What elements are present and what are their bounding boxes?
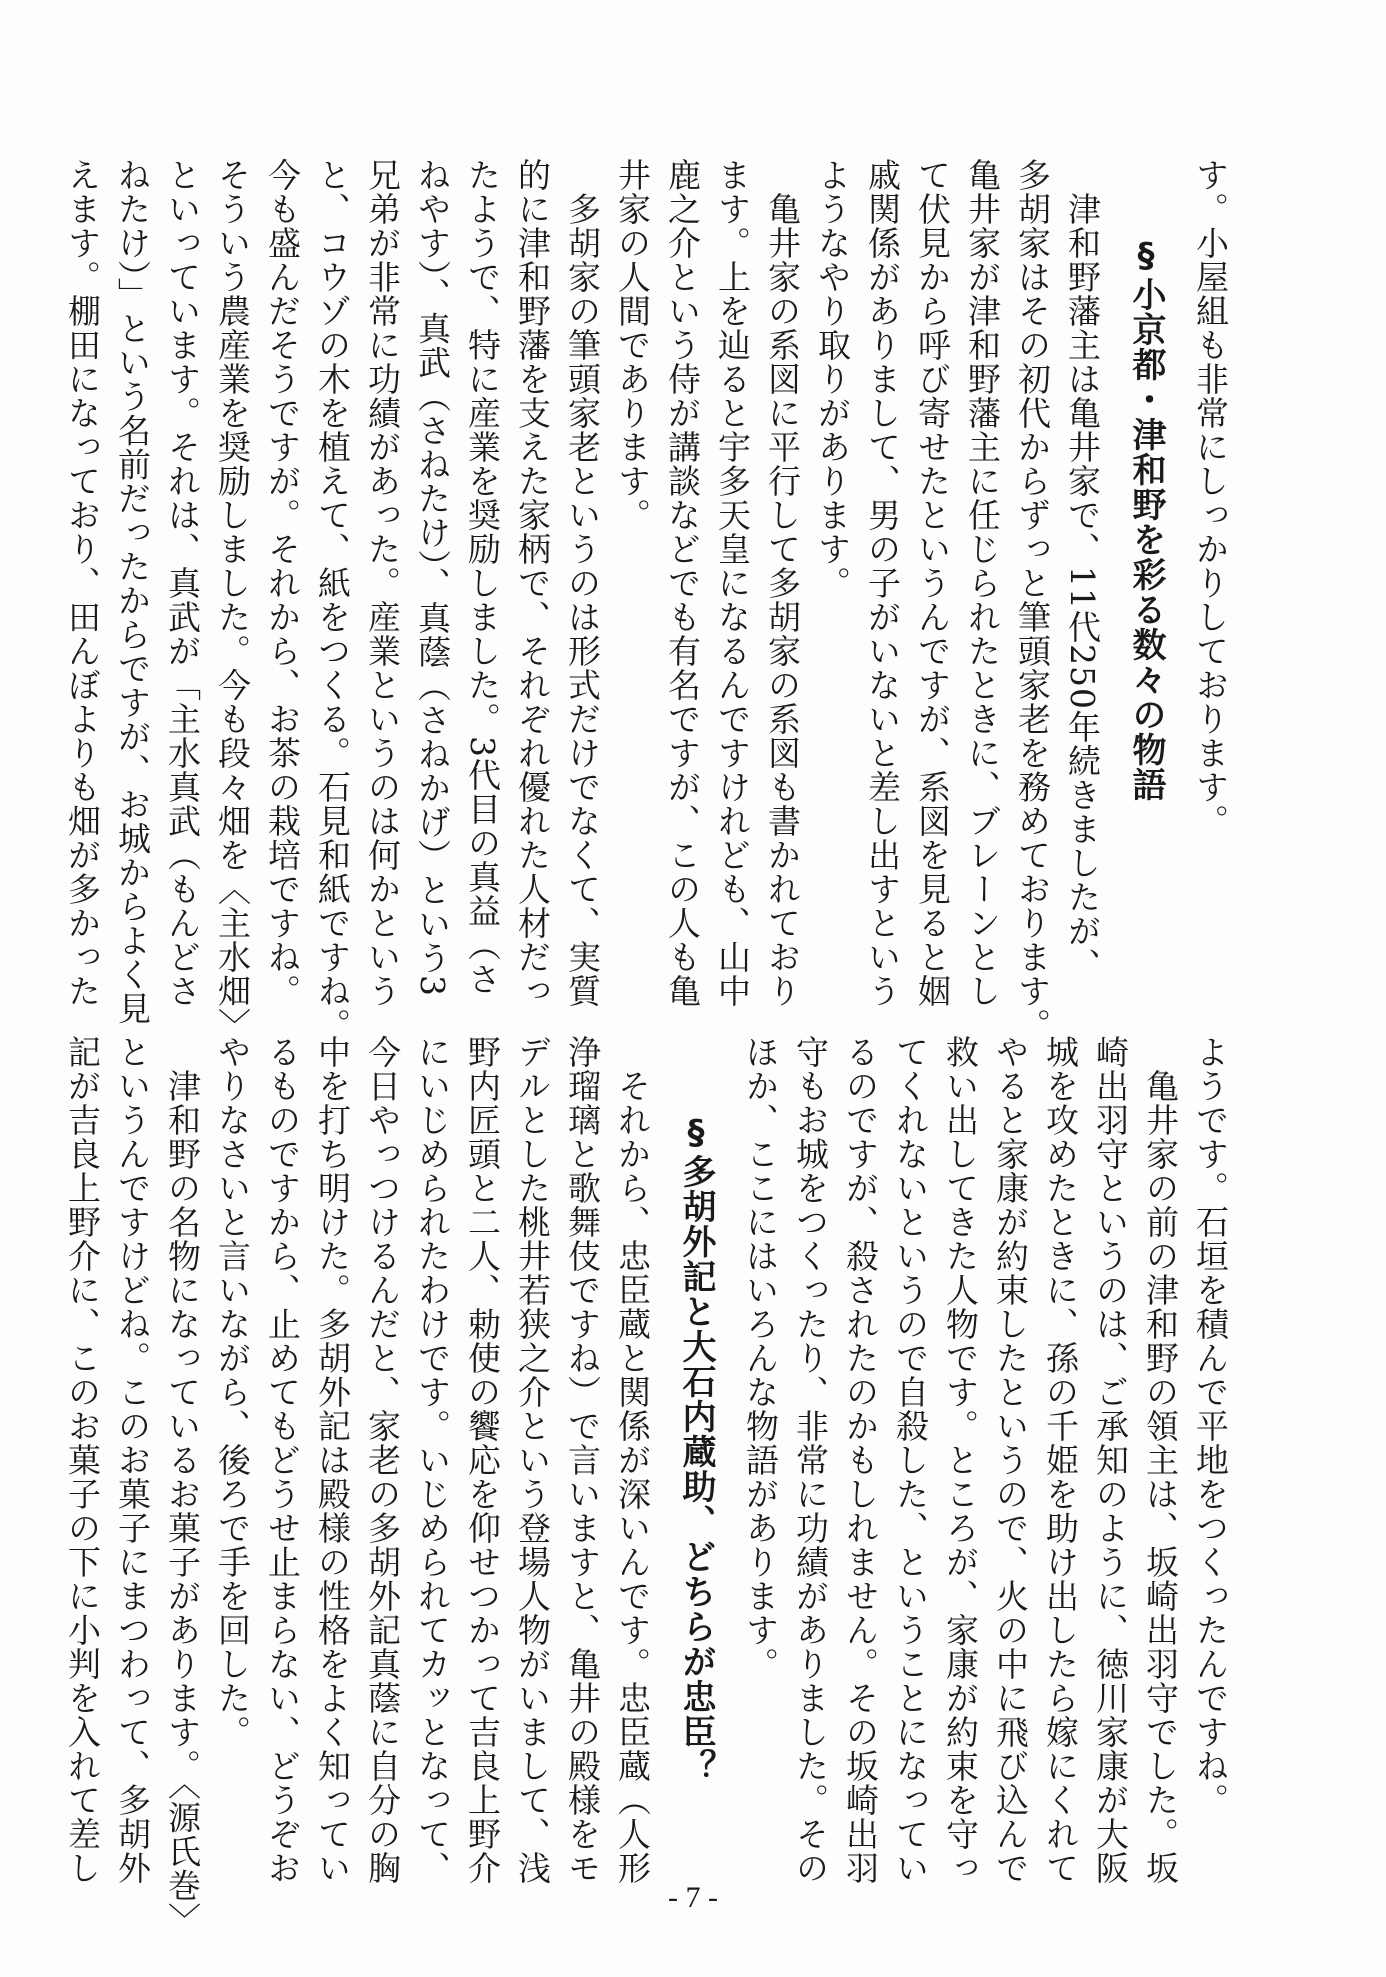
text-column: といっています。それは、真武が「主水真武（もんどさ — [163, 158, 202, 1008]
text-column: 鹿之介という侍が講談などでも有名ですが、この人も亀 — [663, 158, 702, 1008]
text-column: 今日やっつけるんだと、家老の多胡外記真蔭に自分の胸 — [363, 1035, 402, 1885]
text-column: と、コウゾの木を植えて、紙をつくる。石見和紙ですね。 — [313, 158, 352, 1042]
text-column: やりなさいと言いながら、後ろで手を回した。 — [213, 1035, 252, 1749]
text-column: 中を打ち明けた。多胡外記は殿様の性格をよく知ってい — [313, 1035, 352, 1885]
upper-text-block — [63, 158, 1235, 1042]
text-column: るのですが、殺されたのかもしれません。その坂崎出羽 — [841, 1035, 880, 1885]
text-column: たようで、特に産業を奨励しました。3代目の真益（さ — [463, 158, 502, 996]
section-heading: §小京都・津和野を彩る数々の物語 — [1126, 236, 1166, 802]
text-column: ようです。石垣を積んで平地をつくったんですね。 — [1191, 1035, 1230, 1817]
text-column: 浄瑠璃と歌舞伎ですね）で言いますと、亀井の殿様をモ — [563, 1035, 602, 1885]
page-number: - 7 - — [668, 1881, 718, 1914]
text-column: 多胡家の筆頭家老というのは形式だけでなくて、実質 — [563, 158, 602, 1008]
text-column: 井家の人間であります。 — [613, 158, 652, 532]
text-column: 亀井家が津和野藩主に任じられたときに、ブレーンとし — [963, 158, 1002, 1008]
text-column: 兄弟が非常に功績があった。産業というのは何かという — [363, 158, 402, 1008]
text-column: 津和野の名物になっているお菓子があります。〈源氏巻〉 — [163, 1035, 202, 1937]
text-column: やると家康が約束したというので、火の中に飛び込んで — [991, 1035, 1030, 1885]
text-column: 亀井家の系図に平行して多胡家の系図も書かれており — [763, 158, 802, 1008]
text-column: ます。上を辿ると宇多天皇になるんですけれども、山中 — [713, 158, 752, 1008]
text-column: にいじめられたわけです。いじめられてカッとなって、 — [413, 1035, 452, 1885]
text-column: というんですけどね。このお菓子にまつわって、多胡外 — [113, 1035, 152, 1885]
text-column: 亀井家の前の津和野の領主は、坂崎出羽守でした。坂 — [1141, 1035, 1180, 1885]
text-column: えます。棚田になっており、田んぼよりも畑が多かった — [63, 158, 102, 1008]
text-column: 城を攻めたときに、孫の千姫を助け出したら嫁にくれて — [1041, 1035, 1080, 1885]
text-column: てくれないというので自殺した、ということになってい — [891, 1035, 930, 1885]
text-column: 多胡家はその初代からずっと筆頭家老を務めております。 — [1013, 158, 1052, 1042]
text-column: ねやす）、真武（さねたけ）、真蔭（さねかげ）という3 — [413, 158, 452, 997]
text-column: 的に津和野藩を支えた家柄で、それぞれ優れた人材だっ — [513, 158, 552, 1008]
text-column: 今も盛んだそうですが。それから、お茶の栽培ですね。 — [263, 158, 302, 1008]
text-column: 戚関係がありまして、男の子がいないと差し出すという — [863, 158, 902, 1008]
text-column: ようなやり取りがあります。 — [813, 158, 852, 600]
text-column: 津和野藩主は亀井家で、11代250年続きましたが、 — [1063, 158, 1102, 982]
text-column: ねたけ）」という名前だったからですが、お城からよく見 — [113, 158, 152, 1026]
text-column: 崎出羽守というのは、ご承知のように、徳川家康が大阪 — [1091, 1035, 1130, 1885]
lower-text-block — [63, 1035, 1235, 1937]
text-column: それから、忠臣蔵と関係が深いんです。忠臣蔵（人形 — [613, 1035, 652, 1885]
text-column: 記が吉良上野介に、このお菓子の下に小判を入れて差し — [63, 1035, 102, 1885]
text-column: るものですから、止めてもどうせ止まらない、どうぞお — [263, 1035, 302, 1885]
section-heading: §多胡外記と大石内蔵助、どちらが忠臣？ — [676, 1113, 716, 1784]
text-column: て伏見から呼び寄せたというんですが、系図を見ると姻 — [913, 158, 952, 1008]
text-column: そういう農産業を奨励しました。今も段々畑を〈主水畑〉 — [213, 158, 252, 1042]
text-column: デルとした桃井若狭之介という登場人物がいまして、浅 — [513, 1035, 552, 1885]
text-column: 守もお城をつくったり、非常に功績がありました。その — [791, 1035, 830, 1885]
text-column: ほか、ここにはいろんな物語があります。 — [741, 1035, 780, 1681]
text-column: 救い出してきた人物です。ところが、家康が約束を守っ — [941, 1035, 980, 1885]
text-column: 野内匠頭と二人、勅使の饗応を仰せつかって吉良上野介 — [463, 1035, 502, 1885]
text-column: す。小屋組も非常にしっかりしております。 — [1191, 158, 1230, 838]
